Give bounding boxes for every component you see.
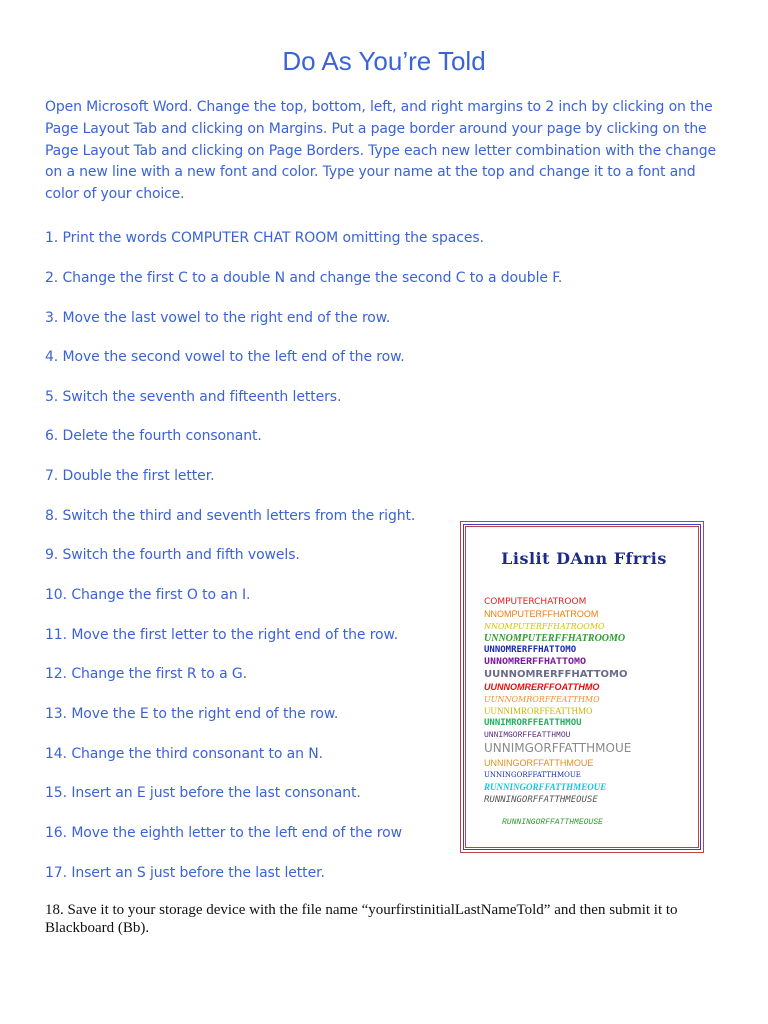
sample-line: NNOMPUTERFFHATROOMO xyxy=(484,622,605,631)
sample-line: UNNIMGORFFEATTHMOU xyxy=(484,731,571,740)
sample-line: UNNINGORFFATTHMOUE xyxy=(484,771,581,779)
sample-line: COMPUTERCHATROOM xyxy=(484,597,587,607)
final-instruction: 18. Save it to your storage device with the file name “yourfirstinitialLastNameTold” and then submit it to Blackboard (Bb). xyxy=(45,902,678,936)
sample-line: RUNNINGORFFATTHMEOUSE xyxy=(484,795,598,805)
instruction-step: 12. Change the first R to a G. xyxy=(45,666,248,682)
instruction-step: 17. Insert an S just before the last letter. xyxy=(45,865,325,881)
sample-line: UUNNIMRORFFEATTHMO xyxy=(484,706,593,716)
instruction-step: 2. Change the first C to a double N and change the second C to a double F. xyxy=(45,270,563,286)
sample-line: UNNOMRERFFHATTOMO xyxy=(484,657,587,668)
sample-document-image xyxy=(460,521,704,853)
page-title: Do As You’re Told xyxy=(282,46,486,76)
sample-line: UNNOMRERFFHATTOMO xyxy=(484,645,577,655)
instruction-step: 1. Print the words COMPUTER CHAT ROOM omitting the spaces. xyxy=(45,230,484,246)
sample-page-border xyxy=(465,526,699,848)
instruction-step: 16. Move the eighth letter to the left end of the row xyxy=(45,825,402,841)
sample-line: UNNOMPUTERFFHATROOMO xyxy=(484,633,626,644)
sample-line: UNNIMRORFFEATTHMOU xyxy=(484,718,582,728)
instruction-step: 3. Move the last vowel to the right end of the row. xyxy=(45,310,391,326)
instruction-step: 6. Delete the fourth consonant. xyxy=(45,428,262,444)
intro-paragraph: Open Microsoft Word. Change the top, bottom, left, and right margins to 2 inch by clicking on the Page Layout Tab and clicking on Margins. Put a page border around your page by clicking on the Page Layout Tab and clicking on Page Borders. Type each new letter combination with the change on a new line with a new font and color. Type your name at the top and change it to a font and color of your choice. xyxy=(45,99,716,203)
instruction-step: 4. Move the second vowel to the left end of the row. xyxy=(45,349,405,365)
sample-name-heading: Lislit DAnn Ffrris xyxy=(501,549,667,568)
sample-line: UUNNOMRORFFEATTHMO xyxy=(484,695,600,704)
instruction-step: 5. Switch the seventh and fifteenth letters. xyxy=(45,389,342,405)
instruction-step: 10. Change the first O to an I. xyxy=(45,587,251,603)
instruction-step: 8. Switch the third and seventh letters from the right. xyxy=(45,508,416,524)
sample-line: RUNNINGORFFATTHMEOUSE xyxy=(502,818,603,827)
sample-line: NNOMPUTERFFHATROOM xyxy=(484,609,599,619)
sample-line: UUNNOMRERFFOATTHMO xyxy=(484,682,600,692)
instruction-step: 11. Move the first letter to the right end of the row. xyxy=(45,627,398,643)
instruction-step: 15. Insert an E just before the last consonant. xyxy=(45,785,361,801)
sample-line: UUNNOMRERFFHATTOMO xyxy=(484,669,628,680)
sample-line: RUNNINGORFFATTHMEOUE xyxy=(484,782,607,792)
instruction-step: 9. Switch the fourth and fifth vowels. xyxy=(45,547,300,563)
sample-line: UNNIMGORFFATTHMOUE xyxy=(484,741,632,755)
instruction-step: 7. Double the first letter. xyxy=(45,468,215,484)
instruction-step: 14. Change the third consonant to an N. xyxy=(45,746,323,762)
sample-line: UNNINGORFFATTHMOUE xyxy=(484,758,594,768)
instruction-step: 13. Move the E to the right end of the row. xyxy=(45,706,339,722)
